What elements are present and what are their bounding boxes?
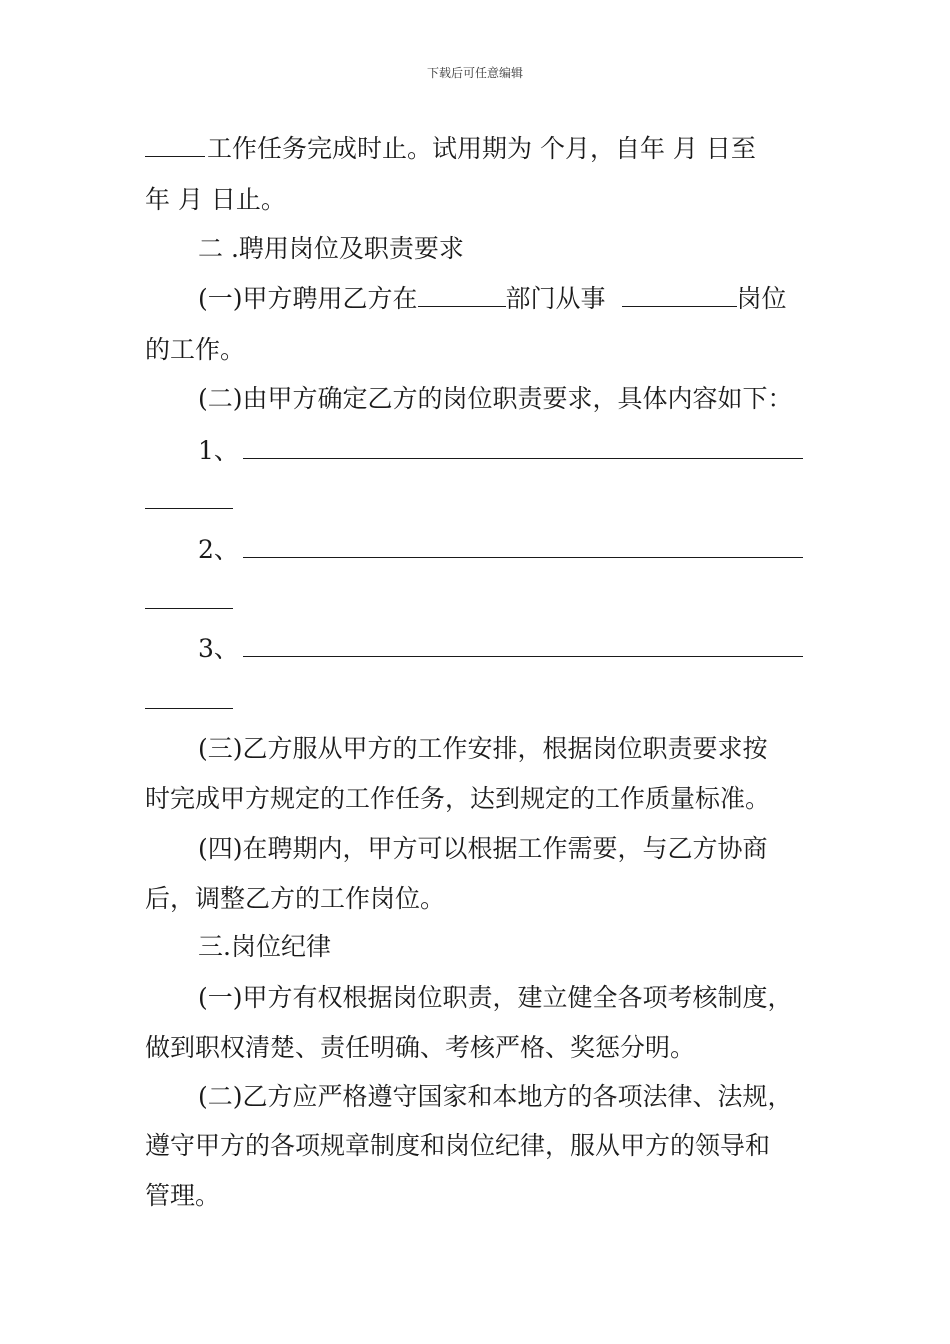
duty-number: 1、 bbox=[198, 436, 239, 465]
text-segment: 岗位 bbox=[736, 284, 787, 313]
paragraph-line: (三)乙方服从甲方的工作安排，根据岗位职责要求按 bbox=[198, 734, 768, 763]
duty-item bbox=[198, 634, 803, 664]
paragraph-line: 遵守甲方的各项规章制度和岗位纪律，服从甲方的领导和 bbox=[145, 1131, 771, 1160]
paragraph-line: 的工作。 bbox=[145, 335, 246, 364]
blank-field bbox=[145, 508, 233, 509]
section-heading: 三.岗位纪律 bbox=[198, 932, 331, 961]
blank-field bbox=[145, 134, 205, 157]
duty-number: 3、 bbox=[198, 634, 239, 663]
paragraph-line bbox=[198, 284, 787, 314]
blank-field bbox=[622, 284, 737, 307]
paragraph-line: (二)乙方应严格遵守国家和本地方的各项法律、法规， bbox=[198, 1082, 793, 1111]
blank-field bbox=[243, 535, 803, 558]
paragraph-line: 做到职权清楚、责任明确、考核严格、奖惩分明。 bbox=[145, 1033, 696, 1062]
paragraph-line: 年 月 日止。 bbox=[145, 185, 286, 214]
page-header: 下载后可任意编辑 bbox=[426, 66, 523, 80]
section-heading: 二 .聘用岗位及职责要求 bbox=[198, 234, 464, 263]
paragraph-line: (四)在聘期内，甲方可以根据工作需要，与乙方协商 bbox=[198, 834, 768, 863]
paragraph-line: 后，调整乙方的工作岗位。 bbox=[145, 884, 446, 913]
paragraph-line bbox=[145, 134, 756, 164]
blank-field bbox=[243, 634, 803, 657]
duty-item bbox=[198, 535, 803, 565]
duty-number: 2、 bbox=[198, 535, 239, 564]
paragraph-line: 时完成甲方规定的工作任务，达到规定的工作质量标准。 bbox=[145, 784, 771, 813]
blank-field bbox=[418, 284, 506, 307]
blank-field bbox=[243, 436, 803, 459]
paragraph-line: (二)由甲方确定乙方的岗位职责要求，具体内容如下： bbox=[198, 384, 793, 413]
paragraph-line: (一)甲方有权根据岗位职责，建立健全各项考核制度， bbox=[198, 983, 793, 1012]
blank-field bbox=[145, 708, 233, 709]
blank-field bbox=[145, 608, 233, 609]
text-segment: 工作任务完成时止。试用期为 个月，自年 月 日至 bbox=[207, 134, 756, 163]
text-segment: 部门从事 bbox=[505, 284, 606, 313]
duty-item bbox=[198, 436, 803, 466]
text-segment: (一)甲方聘用乙方在 bbox=[198, 284, 418, 313]
paragraph-line: 管理。 bbox=[145, 1181, 221, 1210]
